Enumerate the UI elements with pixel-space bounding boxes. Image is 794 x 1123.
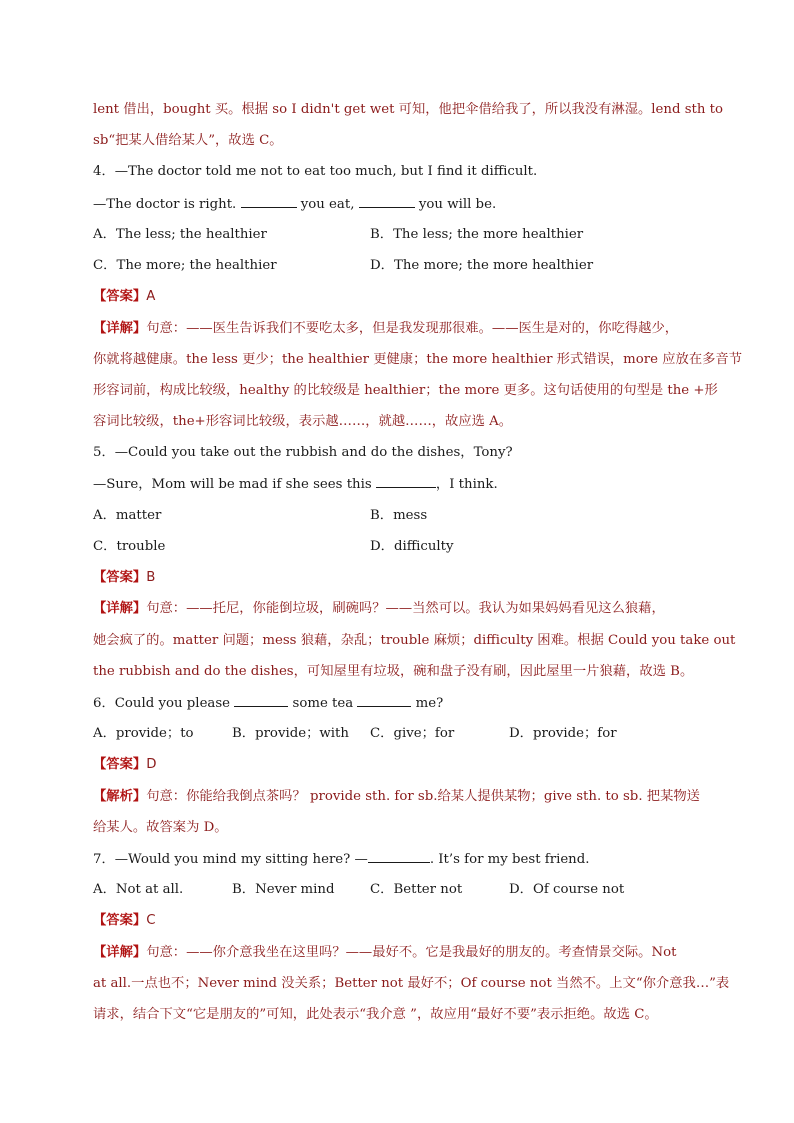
q6-stem — [93, 694, 708, 713]
q5-answer-tag: 【答案】 — [93, 570, 147, 585]
q6-stem-part-b: some tea — [288, 696, 358, 711]
q4-answer-tag: 【答案】 — [93, 289, 147, 304]
q7-option-c: C．Better not — [370, 882, 463, 897]
q5-option-c: C．trouble — [93, 539, 166, 554]
q5-stem-line-1: 5．—Could you take out the rubbish and do the dishes，Tony? — [93, 445, 513, 460]
q4-stem-line-1: 4．—The doctor told me not to eat too much, but I find it difficult. — [93, 164, 538, 179]
q4-option-c: C．The more; the healthier — [93, 258, 277, 273]
q5-analysis-line-2: 她会疯了的。matter 问题；mess 狼藉，杂乱；trouble 麻烦；difficulty 困难。根据 Could you take out — [93, 633, 736, 648]
q7-answer — [93, 912, 708, 930]
q4-stem-part-b: you eat, — [296, 197, 359, 212]
q5-option-b: B．mess — [370, 508, 428, 523]
q7-analysis-line-1 — [93, 944, 708, 962]
q6-option-b: B．provide；with — [232, 726, 349, 741]
q4-stem-part-c: you will be. — [414, 197, 497, 212]
q4-answer — [93, 288, 708, 306]
q6-stem-part-c: me? — [411, 696, 444, 711]
q4-analysis-line-4: 容词比较级，the+形容词比较级，表示越……，就越……，故应选 A。 — [93, 414, 513, 429]
q5-analysis-text-1: 句意：——托尼，你能倒垃圾，刷碗吗？——当然可以。我认为如果妈妈看见这么狼藉， — [146, 601, 665, 616]
q5-option-d: D．difficulty — [370, 539, 454, 554]
q5-analysis-line-1 — [93, 600, 708, 618]
q7-analysis-line-3: 请求，结合下文“它是朋友的”可知，此处表示“我介意 ”，故应用“最好不要”表示拒绝。故选 C。 — [93, 1007, 658, 1022]
q6-option-d: D．provide；for — [509, 726, 617, 741]
q5-blank — [376, 475, 436, 488]
q4-stem-line-2 — [93, 195, 708, 214]
q6-answer-value: D — [146, 757, 157, 772]
q4-analysis-line-3: 形容词前，构成比较级，healthy 的比较级是 healthier；the more 更多。这句话使用的句型是 the +形 — [93, 383, 718, 398]
q6-option-c: C．give；for — [370, 726, 455, 741]
q7-stem-part-b: . It’s for my best friend. — [429, 852, 590, 867]
q4-option-b: B．The less; the more healthier — [370, 227, 584, 242]
q7-stem-part-a: 7．—Would you mind my sitting here? — — [93, 852, 368, 867]
q4-option-d: D．The more; the more healthier — [370, 258, 594, 273]
q7-blank — [368, 850, 430, 863]
q6-blank-1 — [234, 694, 288, 707]
q6-answer-tag: 【答案】 — [93, 757, 147, 772]
q4-analysis-tag: 【详解】 — [93, 321, 147, 336]
q7-answer-value: C — [146, 913, 156, 928]
q6-analysis-line-1 — [93, 788, 708, 806]
q6-analysis-tag: 【解析】 — [93, 789, 147, 804]
q4-analysis-line-1 — [93, 320, 708, 338]
q7-option-d: D．Of course not — [509, 882, 625, 897]
q4-blank-2 — [359, 195, 415, 208]
q5-stem-part-b: ，I think. — [435, 477, 498, 492]
q6-option-a: A．provide；to — [93, 726, 194, 741]
q5-stem-line-2 — [93, 475, 708, 494]
q7-option-b: B．Never mind — [232, 882, 335, 897]
q7-answer-tag: 【答案】 — [93, 913, 147, 928]
q6-blank-2 — [357, 694, 411, 707]
q4-answer-value: A — [146, 289, 156, 304]
q5-analysis-tag: 【详解】 — [93, 601, 147, 616]
q6-stem-part-a: 6．Could you please — [93, 696, 235, 711]
q4-option-a: A．The less; the healthier — [93, 227, 267, 242]
prev-analysis-line-2: sb“把某人借给某人”，故选 C。 — [93, 133, 283, 148]
q4-analysis-line-2: 你就将越健康。the less 更少；the healthier 更健康；the more healthier 形式错误，more 应放在多音节 — [93, 352, 743, 367]
q5-analysis-line-3: the rubbish and do the dishes，可知屋里有垃圾，碗和盘子没有刷，因此屋里一片狼藉，故选 B。 — [93, 664, 694, 679]
q4-stem-part-a: —The doctor is right. — [93, 197, 241, 212]
q5-option-a: A．matter — [93, 508, 162, 523]
q6-answer — [93, 756, 708, 774]
prev-analysis-line-1: lent 借出，bought 买。根据 so I didn't get wet 可知，他把伞借给我了，所以我没有淋湿。lend sth to — [93, 102, 724, 117]
q6-analysis-line-2: 给某人。故答案为 D。 — [93, 820, 228, 835]
q5-stem-part-a: —Sure，Mom will be mad if she sees this — [93, 477, 376, 492]
q7-analysis-tag: 【详解】 — [93, 945, 147, 960]
q6-analysis-text-1: 句意：你能给我倒点茶吗？ provide sth. for sb.给某人提供某物；give sth. to sb. 把某物送 — [146, 789, 700, 804]
q7-option-a: A．Not at all. — [93, 882, 184, 897]
q4-blank-1 — [241, 195, 297, 208]
q7-stem — [93, 850, 708, 869]
q4-analysis-text-1: 句意：——医生告诉我们不要吃太多，但是我发现那很难。——医生是对的，你吃得越少， — [146, 321, 679, 336]
q5-answer — [93, 569, 708, 587]
q7-analysis-text-1: 句意：——你介意我坐在这里吗？——最好不。它是我最好的朋友的。考查情景交际。Not — [146, 945, 677, 960]
q5-answer-value: B — [146, 570, 156, 585]
q7-analysis-line-2: at all.一点也不；Never mind 没关系；Better not 最好不；Of course not 当然不。上文“你介意我…”表 — [93, 976, 730, 991]
